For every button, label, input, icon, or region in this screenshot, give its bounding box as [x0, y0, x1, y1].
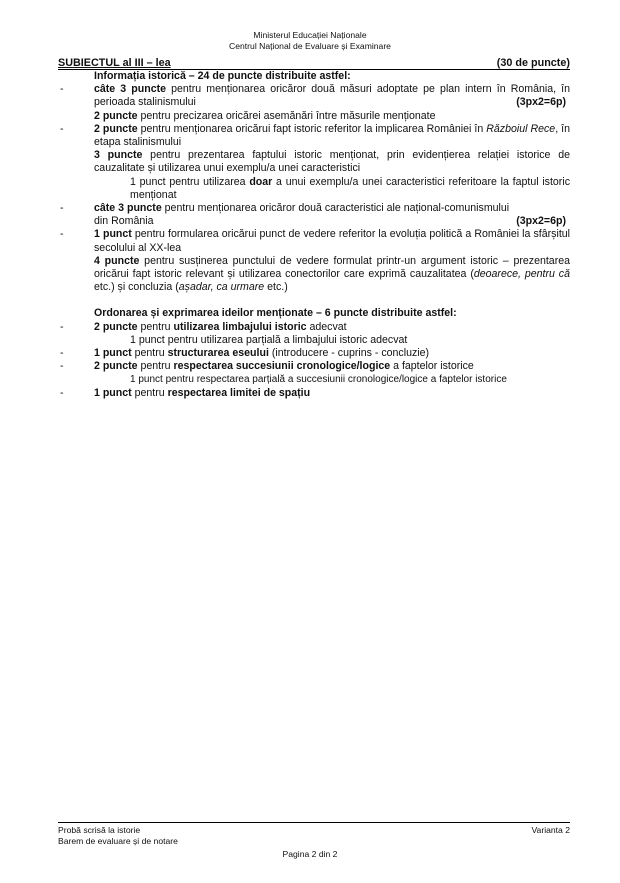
partial-criterion: 1 punct pentru utilizarea parțială a limbajului istoric adecvat: [130, 333, 408, 346]
criterion-points: 2 puncte: [94, 320, 138, 333]
partial-criterion: [58, 176, 570, 202]
criterion-text: 1 punct pentru utilizarea: [130, 175, 250, 188]
criterion-bold: respectarea limitei de spațiu: [167, 386, 311, 399]
criterion-bold: doar: [249, 175, 273, 188]
criterion-text: pentru: [137, 360, 174, 373]
ministry-name: Ministerul Educației Naționale: [253, 30, 367, 40]
criterion-bold: utilizarea limbajului istoric: [173, 320, 307, 333]
criterion-text: pentru: [137, 320, 174, 333]
criterion-italic: deoarece, pentru că: [473, 268, 570, 281]
criterion-item: [58, 83, 570, 109]
criterion-points: 4 puncte: [94, 254, 140, 267]
criterion-item: [58, 202, 570, 228]
criterion-text: a faptelor istorice: [390, 360, 474, 373]
criterion-points: câte 3 puncte: [94, 83, 167, 96]
bullet-dash: -: [60, 360, 64, 373]
sub-criterion: [58, 149, 570, 175]
criterion-text: etc.) și concluzia (: [94, 281, 179, 294]
criterion-text: pentru prezentarea faptului istoric menționat, prin evidențierea relației istorice de cauzalitate și utilizarea unui exemplu/a unei caracteristici: [94, 149, 571, 175]
subject-heading: [58, 57, 570, 70]
bullet-dash: -: [60, 122, 64, 135]
criterion-score: (3px2=6p): [516, 215, 566, 228]
bullet-dash: -: [60, 83, 64, 96]
criterion-item: [58, 123, 570, 149]
criterion-text: a unui exemplu/a unei caracteristici referitoare la faptul istoric menționat: [130, 175, 570, 201]
criterion-points: câte 3 puncte: [94, 202, 162, 215]
criterion-points: 2 puncte: [94, 109, 138, 122]
criterion-text: pentru menționarea oricăror două caracteristici ale național-comunismului: [161, 202, 510, 215]
footer: [58, 825, 570, 847]
subject-points: (30 de puncte): [496, 57, 570, 69]
bullet-dash: -: [60, 202, 64, 215]
criterion-bold: respectarea succesiunii cronologice/logice: [173, 360, 391, 373]
criterion-item: [58, 360, 570, 373]
criterion-text: pentru: [131, 386, 168, 399]
bullet-dash: -: [60, 386, 64, 399]
criterion-points: 1 punct: [94, 347, 132, 360]
document-header: [0, 30, 620, 52]
criterion-points: 2 puncte: [94, 360, 138, 373]
criterion-text: pentru menționarea oricărui fapt istoric referitor la implicarea României în: [137, 122, 487, 135]
bullet-dash: -: [60, 347, 64, 360]
footer-barem: Barem de evaluare și de notare: [58, 836, 178, 846]
criterion-points: 3 puncte: [94, 149, 143, 162]
criterion-text: pentru: [131, 347, 168, 360]
criterion-points: 1 punct: [94, 228, 132, 241]
criterion-italic: Războiul Rece: [486, 122, 556, 135]
criterion-item: [58, 347, 570, 360]
section-historical-info-title: Informația istorică – 24 de puncte distribuite astfel:: [94, 70, 351, 82]
criterion-text: adecvat: [306, 320, 347, 333]
footer-variant: Varianta 2: [531, 825, 570, 835]
page-number: Pagina 2 din 2: [282, 849, 338, 859]
center-name: Centrul Național de Evaluare și Examinare: [229, 41, 391, 51]
bullet-dash: -: [60, 320, 64, 333]
sub-criterion: [58, 110, 570, 123]
bullet-dash: -: [60, 228, 64, 241]
criterion-italic: așadar, ca urmare: [178, 281, 265, 294]
criterion-item: [58, 228, 570, 254]
footer-divider: [58, 822, 570, 823]
grading-content: [58, 70, 570, 400]
criterion-text: pentru formularea oricărui punct de vedere referitor la evoluția politică a României la sfârșitul secolului al XX-lea: [94, 228, 571, 254]
criterion-points: 2 puncte: [94, 122, 138, 135]
footer-exam-name: Probă scrisă la istorie: [58, 825, 141, 835]
criterion-text: pentru menționarea oricăror două măsuri adoptate pe plan intern în România, în perioada stalinismului: [94, 83, 570, 109]
criterion-text: din România: [94, 215, 154, 228]
criterion-text: etc.): [264, 281, 288, 294]
criterion-text: pentru susținerea punctului de vedere formulat printr-un argument istoric – prezentarea oricărui fapt istoric relevant și utilizarea conectorilor care exprimă cauzalitatea (: [94, 254, 571, 281]
criterion-score: (3px2=6p): [516, 96, 566, 109]
sub-criterion: [58, 255, 570, 295]
criterion-bold: structurarea eseului: [167, 347, 269, 360]
criterion-item: [58, 387, 570, 400]
subject-title: SUBIECTUL al III – lea: [58, 57, 171, 69]
partial-criterion: 1 punct pentru respectarea parțială a succesiunii cronologice/logice a faptelor istorice: [130, 374, 507, 386]
criterion-text: , în etapa stalinismului: [94, 122, 570, 149]
criterion-text: pentru precizarea oricărei asemănări între măsurile menționate: [137, 109, 436, 122]
criterion-points: 1 punct: [94, 386, 132, 399]
criterion-text: (introducere - cuprins - concluzie): [268, 347, 430, 360]
section-ordering-title: Ordonarea și exprimarea ideilor menționate – 6 puncte distribuite astfel:: [94, 307, 457, 320]
criterion-item: [58, 321, 570, 334]
